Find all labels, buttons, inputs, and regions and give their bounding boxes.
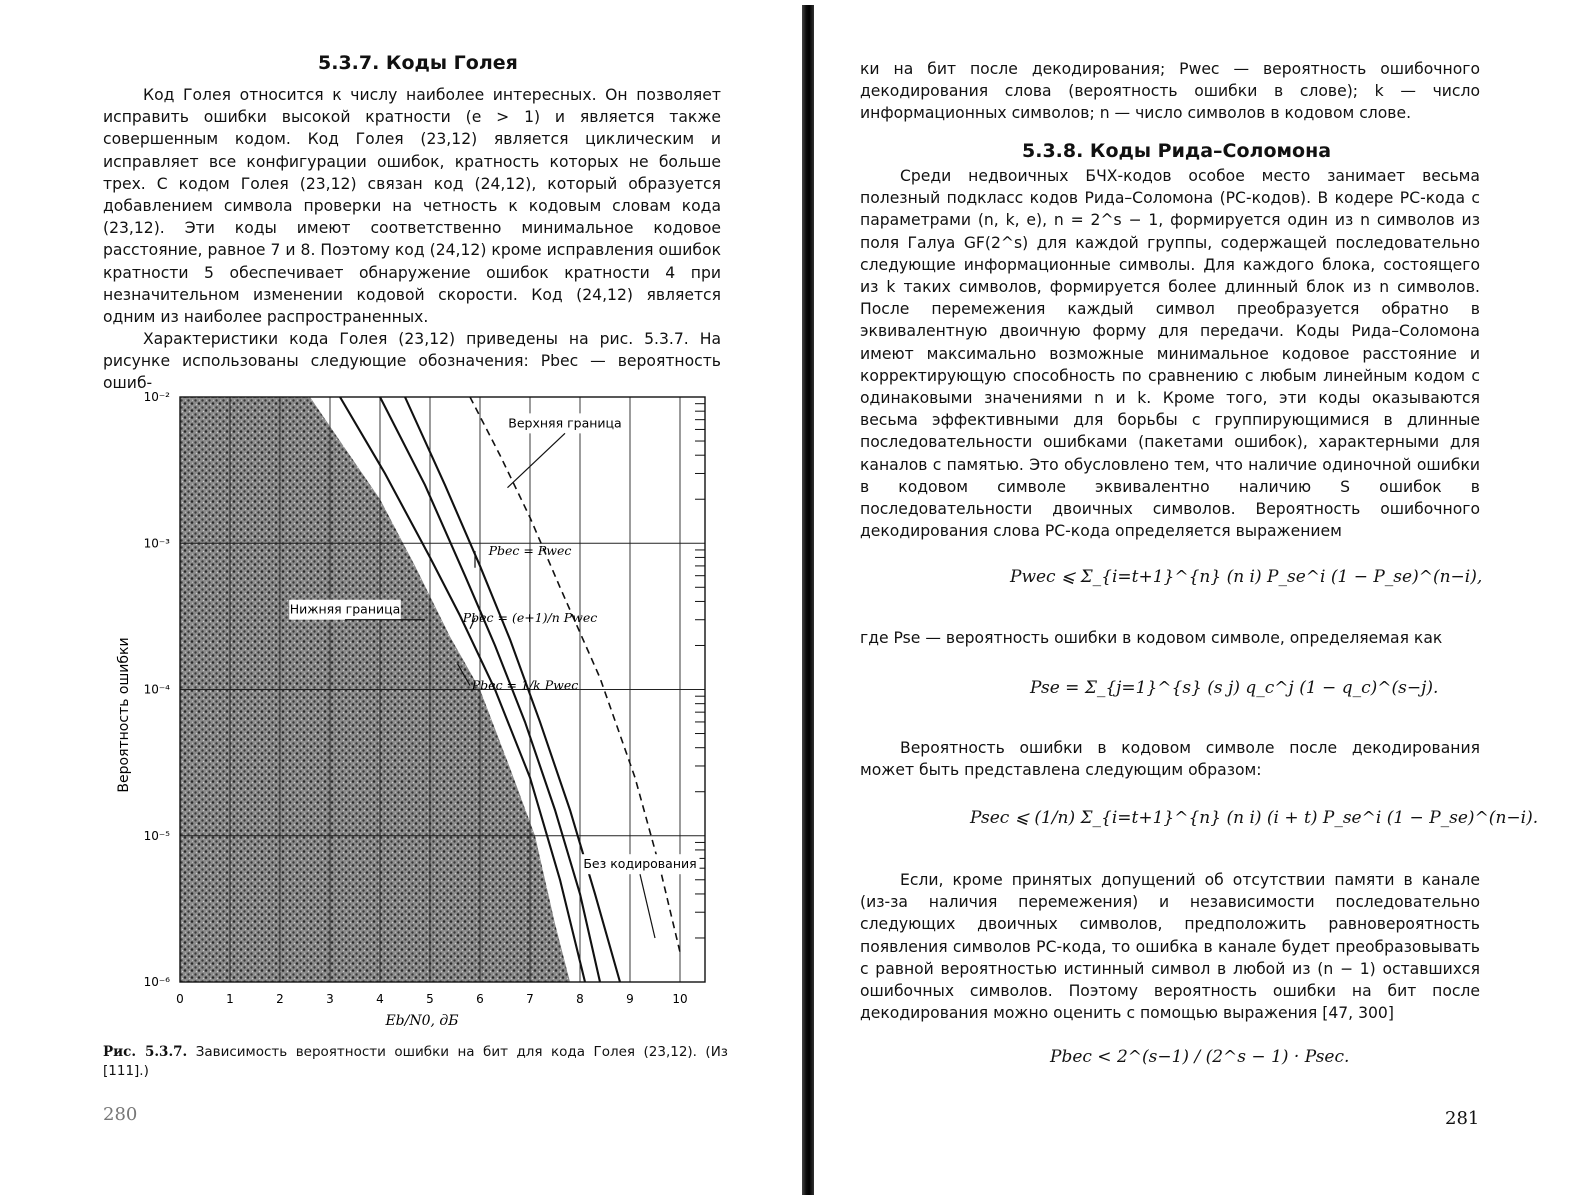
y-axis-label: Вероятность ошибки — [116, 637, 132, 793]
paragraph-golay-characteristics: Характеристики кода Голея (23,12) приведены на рис. 5.3.7. На рисунке использованы следующие обозначения: Pbec — вероятность ошиб- — [103, 330, 721, 393]
page-number-right: 281 — [1445, 1108, 1480, 1129]
y-tick-label: 10⁻⁶ — [143, 975, 170, 989]
annotation-label-5: Pbec = 1/k Pwec — [471, 677, 579, 693]
x-tick-label: 2 — [276, 992, 284, 1006]
x-tick-label: 8 — [576, 992, 584, 1006]
annotation-label-4: Pbec = (e+1)/n Pwec — [462, 609, 598, 625]
paragraph-top-continuation: ки на бит после декодирования; Pwec — вероятность ошибочного декодирования слова (вероятность ошибки в слове); k — число информационных символов; n — число символов в кодовом слове. — [860, 60, 1480, 123]
x-tick-label: 3 — [326, 992, 334, 1006]
formula-pse: Pse = Σ_{j=1}^{s} (s j) q_c^j (1 − q_c)^(s−j). — [1030, 678, 1439, 698]
formula-pwec: Pwec ⩽ Σ_{i=t+1}^{n} (n i) P_se^i (1 − P_se)^(n−i), — [1010, 567, 1483, 587]
caption-label: Рис. 5.3.7. — [103, 1044, 188, 1060]
ber-chart — [110, 385, 730, 1035]
x-tick-label: 6 — [476, 992, 484, 1006]
y-tick-label: 10⁻² — [143, 390, 170, 404]
section-heading-reed-solomon: 5.3.8. Коды Рида–Соломона — [1022, 140, 1332, 162]
page-number-left: 280 — [103, 1104, 138, 1125]
annotation-label-2: Pbec = Pwec — [488, 543, 572, 559]
annotation-label-1: Верхняя граница — [508, 415, 622, 431]
paragraph-equiprobable: Если, кроме принятых допущений об отсутствии памяти в канале (из-за наличия перемежения) и независимости последовательно следующих двоичных символов, предположить равновероятность появления символов РС-кода, то ошибка в канале будет преобразовывать с равной вероятностью истинный символ в любой из (n − 1) оставшихся ошибочных символов. Поэтому вероятность ошибки на бит после декодирования можно оценить с помощью выражения [47, 300] — [860, 871, 1480, 1023]
formula-pbec: Pbec < 2^(s−1) / (2^s − 1) · Psec. — [1050, 1047, 1350, 1067]
x-axis-label: Eb/N0, дБ — [385, 1013, 459, 1029]
paragraph-symbol-error: Вероятность ошибки в кодовом символе после декодирования может быть представлена следующим образом: — [860, 739, 1480, 780]
x-tick-label: 9 — [626, 992, 634, 1006]
paragraph-golay-intro: Код Голея относится к числу наиболее интересных. Он позволяет исправить ошибки высокой кратности (e > 1) и является также совершенным кодом. Код Голея (23,12) является циклическим и исправляет все конфигурации ошибок, кратность которых не больше трех. С кодом Голея (23,12) связан код (24,12), который образуется добавлением символа проверки на четность к кодовым словам кода (23,12). Эти коды имеют соответственно минимальное кодовое расстояние, равное 7 и 8. Поэтому код (24,12) кроме исправления ошибок кратности 5 обеспечивает обнаружение ошибок кратности 4 при незначительном изменении кодовой скорости. Код (24,12) является одним из наиболее распространенных. — [103, 86, 721, 327]
x-tick-label: 4 — [376, 992, 384, 1006]
book-spine — [802, 5, 814, 1195]
section-heading-golay: 5.3.7. Коды Голея — [318, 52, 518, 74]
caption-text: Зависимость вероятности ошибки на бит для кода Голея (23,12). (Из [111].) — [103, 1044, 728, 1079]
paragraph-reed-solomon-intro: Среди недвоичных БЧХ-кодов особое место занимает весьма полезный подкласс кодов Рида–Соломона (РС-кодов). В кодере РС-кода с параметрами (n, k, e), n = 2^s − 1, формируется один из n символов из поля Галуа GF(2^s) для каждой группы, содержащей последовательно следующие информационные символы. Для каждого блока, состоящего из k таких символов, формируется более длинный блок из n символов. После перемежения каждый символ преобразуется обратно в эквивалентную двоичную форму для передачи. Коды Рида–Соломона имеют максимально возможные минимальное кодовое расстояние и корректирующую способность по сравнению с любым линейным кодом с одинаковыми значениями n и k. Кроме того, эти коды оказываются весьма эффективными для борьбы с группирующимися в длинные последовательности ошибками (пакетами ошибок), характерными для каналов с памятью. Это обусловлено тем, что наличие одиночной ошибки в кодовом символе эквивалентно наличию S ошибок в последовательности двоичных символов. Вероятность ошибочного декодирования слова РС-кода определяется выражением — [860, 167, 1480, 541]
x-tick-label: 7 — [526, 992, 534, 1006]
plot-area — [144, 390, 705, 1006]
annotation-label-3: Нижняя граница — [289, 601, 401, 617]
formula-psec: Psec ⩽ (1/n) Σ_{i=t+1}^{n} (n i) (i + t) P_se^i (1 − P_se)^(n−i). — [970, 808, 1539, 828]
paragraph-pse-definition: где Pse — вероятность ошибки в кодовом символе, определяемая как — [860, 629, 1443, 647]
figure-caption — [103, 1043, 728, 1081]
y-tick-label: 10⁻⁴ — [143, 682, 170, 697]
annotation-arrow — [640, 874, 655, 938]
x-tick-label: 1 — [226, 992, 234, 1006]
annotation-label-6: Без кодирования — [583, 856, 697, 872]
x-tick-label: 0 — [176, 992, 184, 1006]
y-tick-label: 10⁻⁵ — [143, 828, 170, 843]
right-page — [820, 0, 1595, 1200]
x-tick-label: 10 — [672, 992, 688, 1006]
x-tick-label: 5 — [426, 992, 434, 1006]
y-tick-label: 10⁻³ — [143, 536, 170, 551]
annotation-arrow — [508, 433, 566, 487]
